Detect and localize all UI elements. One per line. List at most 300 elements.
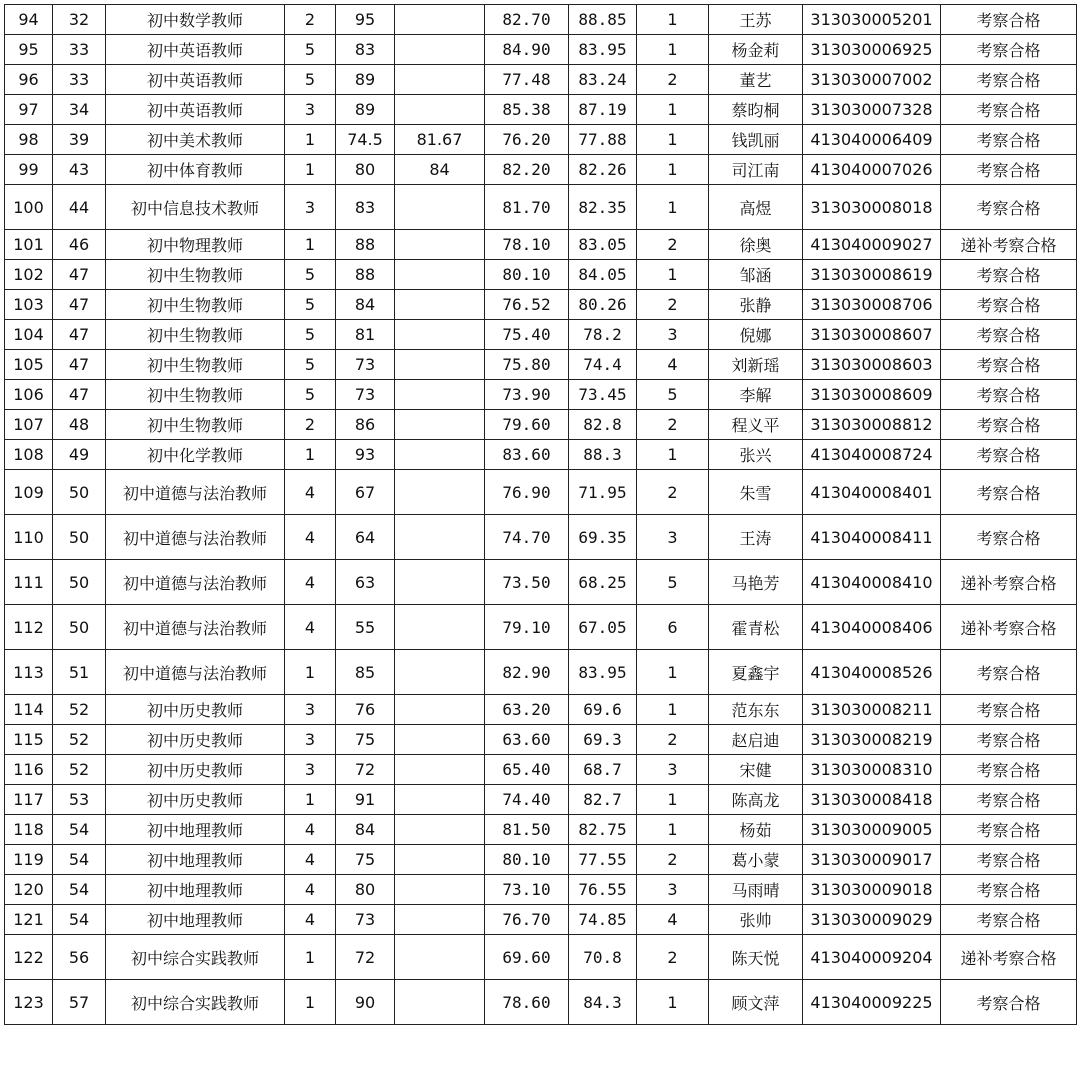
- row-no-cell: 122: [5, 935, 53, 980]
- rank-cell: 2: [637, 290, 709, 320]
- interview-score-cell: 78.10: [485, 230, 569, 260]
- interview-score-cell: 73.10: [485, 875, 569, 905]
- post-code-cell: 47: [53, 350, 106, 380]
- written-score-cell: 90: [336, 980, 395, 1025]
- extra-score-cell: [395, 725, 485, 755]
- candidate-name-cell: 邹涵: [709, 260, 803, 290]
- written-score-cell: 80: [336, 155, 395, 185]
- written-score-cell: 73: [336, 350, 395, 380]
- rank-cell: 1: [637, 440, 709, 470]
- extra-score-cell: [395, 905, 485, 935]
- row-no-cell: 112: [5, 605, 53, 650]
- results-table: [4, 4, 1077, 1025]
- row-no-cell: 96: [5, 65, 53, 95]
- written-score-cell: 88: [336, 260, 395, 290]
- interview-score-cell: 80.10: [485, 260, 569, 290]
- interview-score-cell: 78.60: [485, 980, 569, 1025]
- extra-score-cell: [395, 785, 485, 815]
- rank-cell: 1: [637, 815, 709, 845]
- total-score-cell: 83.95: [569, 35, 637, 65]
- rank-cell: 1: [637, 785, 709, 815]
- extra-score-cell: [395, 350, 485, 380]
- interview-score-cell: 65.40: [485, 755, 569, 785]
- hire-count-cell: 1: [285, 155, 336, 185]
- ticket-number-cell: 413040007026: [803, 155, 941, 185]
- ticket-number-cell: 313030008603: [803, 350, 941, 380]
- inspection-result-cell: 考察合格: [941, 35, 1077, 65]
- position-name-cell: 初中信息技术教师: [106, 185, 285, 230]
- ticket-number-cell: 313030008310: [803, 755, 941, 785]
- written-score-cell: 73: [336, 905, 395, 935]
- row-no-cell: 102: [5, 260, 53, 290]
- row-no-cell: 107: [5, 410, 53, 440]
- row-no-cell: 110: [5, 515, 53, 560]
- candidate-name-cell: 张静: [709, 290, 803, 320]
- row-no-cell: 108: [5, 440, 53, 470]
- post-code-cell: 33: [53, 35, 106, 65]
- rank-cell: 1: [637, 155, 709, 185]
- interview-score-cell: 84.90: [485, 35, 569, 65]
- inspection-result-cell: 考察合格: [941, 695, 1077, 725]
- inspection-result-cell: 递补考察合格: [941, 560, 1077, 605]
- ticket-number-cell: 413040009204: [803, 935, 941, 980]
- written-score-cell: 89: [336, 65, 395, 95]
- hire-count-cell: 5: [285, 260, 336, 290]
- inspection-result-cell: 考察合格: [941, 470, 1077, 515]
- position-name-cell: 初中物理教师: [106, 230, 285, 260]
- written-score-cell: 83: [336, 185, 395, 230]
- ticket-number-cell: 313030008619: [803, 260, 941, 290]
- candidate-name-cell: 宋健: [709, 755, 803, 785]
- written-score-cell: 83: [336, 35, 395, 65]
- total-score-cell: 67.05: [569, 605, 637, 650]
- hire-count-cell: 5: [285, 65, 336, 95]
- post-code-cell: 32: [53, 5, 106, 35]
- rank-cell: 4: [637, 905, 709, 935]
- candidate-name-cell: 刘新瑶: [709, 350, 803, 380]
- position-name-cell: 初中道德与法治教师: [106, 605, 285, 650]
- written-score-cell: 64: [336, 515, 395, 560]
- post-code-cell: 50: [53, 470, 106, 515]
- table-row: [5, 515, 1077, 560]
- row-no-cell: 123: [5, 980, 53, 1025]
- table-row: [5, 755, 1077, 785]
- position-name-cell: 初中道德与法治教师: [106, 515, 285, 560]
- interview-score-cell: 74.70: [485, 515, 569, 560]
- total-score-cell: 83.24: [569, 65, 637, 95]
- ticket-number-cell: 313030008418: [803, 785, 941, 815]
- table-row: [5, 905, 1077, 935]
- row-no-cell: 113: [5, 650, 53, 695]
- candidate-name-cell: 霍青松: [709, 605, 803, 650]
- row-no-cell: 99: [5, 155, 53, 185]
- table-row: [5, 845, 1077, 875]
- candidate-name-cell: 倪娜: [709, 320, 803, 350]
- candidate-name-cell: 夏鑫宇: [709, 650, 803, 695]
- hire-count-cell: 4: [285, 515, 336, 560]
- interview-score-cell: 77.48: [485, 65, 569, 95]
- hire-count-cell: 1: [285, 230, 336, 260]
- position-name-cell: 初中综合实践教师: [106, 935, 285, 980]
- written-score-cell: 75: [336, 725, 395, 755]
- table-row: [5, 440, 1077, 470]
- rank-cell: 5: [637, 560, 709, 605]
- total-score-cell: 82.35: [569, 185, 637, 230]
- position-name-cell: 初中生物教师: [106, 350, 285, 380]
- post-code-cell: 50: [53, 515, 106, 560]
- written-score-cell: 75: [336, 845, 395, 875]
- rank-cell: 2: [637, 845, 709, 875]
- inspection-result-cell: 考察合格: [941, 785, 1077, 815]
- hire-count-cell: 4: [285, 875, 336, 905]
- extra-score-cell: [395, 35, 485, 65]
- table-row: [5, 290, 1077, 320]
- post-code-cell: 47: [53, 290, 106, 320]
- rank-cell: 3: [637, 755, 709, 785]
- total-score-cell: 77.55: [569, 845, 637, 875]
- ticket-number-cell: 413040009225: [803, 980, 941, 1025]
- total-score-cell: 83.05: [569, 230, 637, 260]
- extra-score-cell: [395, 650, 485, 695]
- candidate-name-cell: 赵启迪: [709, 725, 803, 755]
- post-code-cell: 54: [53, 875, 106, 905]
- post-code-cell: 54: [53, 815, 106, 845]
- post-code-cell: 52: [53, 695, 106, 725]
- extra-score-cell: [395, 230, 485, 260]
- candidate-name-cell: 司江南: [709, 155, 803, 185]
- table-row: [5, 185, 1077, 230]
- total-score-cell: 84.05: [569, 260, 637, 290]
- ticket-number-cell: 313030005201: [803, 5, 941, 35]
- position-name-cell: 初中生物教师: [106, 260, 285, 290]
- total-score-cell: 84.3: [569, 980, 637, 1025]
- position-name-cell: 初中历史教师: [106, 695, 285, 725]
- post-code-cell: 52: [53, 755, 106, 785]
- rank-cell: 1: [637, 185, 709, 230]
- post-code-cell: 54: [53, 905, 106, 935]
- row-no-cell: 97: [5, 95, 53, 125]
- inspection-result-cell: 考察合格: [941, 290, 1077, 320]
- row-no-cell: 100: [5, 185, 53, 230]
- rank-cell: 1: [637, 5, 709, 35]
- ticket-number-cell: 413040008410: [803, 560, 941, 605]
- written-score-cell: 93: [336, 440, 395, 470]
- candidate-name-cell: 高煜: [709, 185, 803, 230]
- rank-cell: 1: [637, 35, 709, 65]
- table-row: [5, 725, 1077, 755]
- inspection-result-cell: 考察合格: [941, 875, 1077, 905]
- ticket-number-cell: 413040008724: [803, 440, 941, 470]
- rank-cell: 1: [637, 695, 709, 725]
- position-name-cell: 初中生物教师: [106, 320, 285, 350]
- post-code-cell: 47: [53, 320, 106, 350]
- rank-cell: 2: [637, 410, 709, 440]
- table-row: [5, 650, 1077, 695]
- post-code-cell: 50: [53, 605, 106, 650]
- inspection-result-cell: 考察合格: [941, 185, 1077, 230]
- position-name-cell: 初中地理教师: [106, 875, 285, 905]
- inspection-result-cell: 考察合格: [941, 650, 1077, 695]
- candidate-name-cell: 董艺: [709, 65, 803, 95]
- hire-count-cell: 1: [285, 650, 336, 695]
- ticket-number-cell: 413040008526: [803, 650, 941, 695]
- table-row: [5, 5, 1077, 35]
- table-row: [5, 65, 1077, 95]
- ticket-number-cell: 413040008406: [803, 605, 941, 650]
- candidate-name-cell: 范东东: [709, 695, 803, 725]
- ticket-number-cell: 313030007002: [803, 65, 941, 95]
- interview-score-cell: 69.60: [485, 935, 569, 980]
- extra-score-cell: [395, 815, 485, 845]
- hire-count-cell: 4: [285, 815, 336, 845]
- inspection-result-cell: 考察合格: [941, 380, 1077, 410]
- extra-score-cell: [395, 980, 485, 1025]
- total-score-cell: 88.85: [569, 5, 637, 35]
- post-code-cell: 44: [53, 185, 106, 230]
- candidate-name-cell: 杨茹: [709, 815, 803, 845]
- rank-cell: 2: [637, 935, 709, 980]
- total-score-cell: 70.8: [569, 935, 637, 980]
- extra-score-cell: [395, 875, 485, 905]
- total-score-cell: 87.19: [569, 95, 637, 125]
- candidate-name-cell: 王苏: [709, 5, 803, 35]
- position-name-cell: 初中道德与法治教师: [106, 650, 285, 695]
- hire-count-cell: 1: [285, 125, 336, 155]
- post-code-cell: 34: [53, 95, 106, 125]
- ticket-number-cell: 313030008607: [803, 320, 941, 350]
- rank-cell: 6: [637, 605, 709, 650]
- inspection-result-cell: 考察合格: [941, 845, 1077, 875]
- ticket-number-cell: 313030009017: [803, 845, 941, 875]
- row-no-cell: 111: [5, 560, 53, 605]
- interview-score-cell: 73.90: [485, 380, 569, 410]
- written-score-cell: 88: [336, 230, 395, 260]
- table-row: [5, 350, 1077, 380]
- interview-score-cell: 63.60: [485, 725, 569, 755]
- extra-score-cell: [395, 695, 485, 725]
- post-code-cell: 51: [53, 650, 106, 695]
- ticket-number-cell: 313030008211: [803, 695, 941, 725]
- position-name-cell: 初中生物教师: [106, 410, 285, 440]
- inspection-result-cell: 考察合格: [941, 125, 1077, 155]
- hire-count-cell: 2: [285, 5, 336, 35]
- row-no-cell: 118: [5, 815, 53, 845]
- interview-score-cell: 75.80: [485, 350, 569, 380]
- interview-score-cell: 73.50: [485, 560, 569, 605]
- post-code-cell: 49: [53, 440, 106, 470]
- hire-count-cell: 3: [285, 755, 336, 785]
- table-row: [5, 125, 1077, 155]
- inspection-result-cell: 考察合格: [941, 320, 1077, 350]
- row-no-cell: 95: [5, 35, 53, 65]
- extra-score-cell: [395, 5, 485, 35]
- candidate-name-cell: 张兴: [709, 440, 803, 470]
- extra-score-cell: [395, 515, 485, 560]
- interview-score-cell: 85.38: [485, 95, 569, 125]
- inspection-result-cell: 考察合格: [941, 980, 1077, 1025]
- position-name-cell: 初中英语教师: [106, 65, 285, 95]
- table-row: [5, 155, 1077, 185]
- row-no-cell: 120: [5, 875, 53, 905]
- position-name-cell: 初中英语教师: [106, 35, 285, 65]
- total-score-cell: 77.88: [569, 125, 637, 155]
- extra-score-cell: [395, 380, 485, 410]
- candidate-name-cell: 马艳芳: [709, 560, 803, 605]
- ticket-number-cell: 313030008706: [803, 290, 941, 320]
- written-score-cell: 84: [336, 815, 395, 845]
- candidate-name-cell: 张帅: [709, 905, 803, 935]
- written-score-cell: 86: [336, 410, 395, 440]
- total-score-cell: 83.95: [569, 650, 637, 695]
- rank-cell: 2: [637, 65, 709, 95]
- row-no-cell: 94: [5, 5, 53, 35]
- rank-cell: 1: [637, 650, 709, 695]
- candidate-name-cell: 徐奥: [709, 230, 803, 260]
- total-score-cell: 82.8: [569, 410, 637, 440]
- rank-cell: 3: [637, 875, 709, 905]
- post-code-cell: 50: [53, 560, 106, 605]
- interview-score-cell: 82.20: [485, 155, 569, 185]
- candidate-name-cell: 李解: [709, 380, 803, 410]
- extra-score-cell: [395, 410, 485, 440]
- hire-count-cell: 2: [285, 410, 336, 440]
- extra-score-cell: [395, 440, 485, 470]
- inspection-result-cell: 递补考察合格: [941, 605, 1077, 650]
- row-no-cell: 116: [5, 755, 53, 785]
- position-name-cell: 初中生物教师: [106, 290, 285, 320]
- ticket-number-cell: 313030007328: [803, 95, 941, 125]
- hire-count-cell: 5: [285, 380, 336, 410]
- row-no-cell: 114: [5, 695, 53, 725]
- written-score-cell: 80: [336, 875, 395, 905]
- total-score-cell: 82.75: [569, 815, 637, 845]
- interview-score-cell: 75.40: [485, 320, 569, 350]
- post-code-cell: 48: [53, 410, 106, 440]
- interview-score-cell: 76.20: [485, 125, 569, 155]
- inspection-result-cell: 考察合格: [941, 905, 1077, 935]
- written-score-cell: 73: [336, 380, 395, 410]
- extra-score-cell: 84: [395, 155, 485, 185]
- interview-score-cell: 81.50: [485, 815, 569, 845]
- table-row: [5, 980, 1077, 1025]
- post-code-cell: 47: [53, 260, 106, 290]
- position-name-cell: 初中历史教师: [106, 755, 285, 785]
- hire-count-cell: 4: [285, 905, 336, 935]
- table-row: [5, 260, 1077, 290]
- table-body: [5, 5, 1077, 1025]
- position-name-cell: 初中生物教师: [106, 380, 285, 410]
- row-no-cell: 109: [5, 470, 53, 515]
- written-score-cell: 76: [336, 695, 395, 725]
- row-no-cell: 119: [5, 845, 53, 875]
- post-code-cell: 39: [53, 125, 106, 155]
- written-score-cell: 85: [336, 650, 395, 695]
- total-score-cell: 69.35: [569, 515, 637, 560]
- table-row: [5, 875, 1077, 905]
- extra-score-cell: [395, 290, 485, 320]
- total-score-cell: 74.85: [569, 905, 637, 935]
- rank-cell: 3: [637, 515, 709, 560]
- post-code-cell: 47: [53, 380, 106, 410]
- position-name-cell: 初中道德与法治教师: [106, 560, 285, 605]
- rank-cell: 2: [637, 230, 709, 260]
- total-score-cell: 73.45: [569, 380, 637, 410]
- written-score-cell: 55: [336, 605, 395, 650]
- total-score-cell: 69.3: [569, 725, 637, 755]
- interview-score-cell: 79.60: [485, 410, 569, 440]
- position-name-cell: 初中历史教师: [106, 725, 285, 755]
- row-no-cell: 104: [5, 320, 53, 350]
- ticket-number-cell: 313030009029: [803, 905, 941, 935]
- total-score-cell: 68.25: [569, 560, 637, 605]
- ticket-number-cell: 313030009005: [803, 815, 941, 845]
- table-row: [5, 560, 1077, 605]
- post-code-cell: 56: [53, 935, 106, 980]
- position-name-cell: 初中美术教师: [106, 125, 285, 155]
- position-name-cell: 初中数学教师: [106, 5, 285, 35]
- candidate-name-cell: 杨金莉: [709, 35, 803, 65]
- hire-count-cell: 5: [285, 350, 336, 380]
- ticket-number-cell: 313030008609: [803, 380, 941, 410]
- interview-score-cell: 80.10: [485, 845, 569, 875]
- rank-cell: 5: [637, 380, 709, 410]
- written-score-cell: 84: [336, 290, 395, 320]
- extra-score-cell: [395, 470, 485, 515]
- rank-cell: 1: [637, 95, 709, 125]
- row-no-cell: 101: [5, 230, 53, 260]
- row-no-cell: 115: [5, 725, 53, 755]
- inspection-result-cell: 递补考察合格: [941, 935, 1077, 980]
- post-code-cell: 53: [53, 785, 106, 815]
- rank-cell: 1: [637, 125, 709, 155]
- ticket-number-cell: 413040008411: [803, 515, 941, 560]
- table-row: [5, 935, 1077, 980]
- interview-score-cell: 82.90: [485, 650, 569, 695]
- post-code-cell: 46: [53, 230, 106, 260]
- ticket-number-cell: 413040008401: [803, 470, 941, 515]
- ticket-number-cell: 313030008219: [803, 725, 941, 755]
- extra-score-cell: [395, 755, 485, 785]
- candidate-name-cell: 陈天悦: [709, 935, 803, 980]
- candidate-name-cell: 朱雪: [709, 470, 803, 515]
- table-row: [5, 815, 1077, 845]
- rank-cell: 1: [637, 980, 709, 1025]
- inspection-result-cell: 考察合格: [941, 725, 1077, 755]
- hire-count-cell: 5: [285, 320, 336, 350]
- inspection-result-cell: 考察合格: [941, 410, 1077, 440]
- table-row: [5, 470, 1077, 515]
- candidate-name-cell: 王涛: [709, 515, 803, 560]
- inspection-result-cell: 考察合格: [941, 755, 1077, 785]
- hire-count-cell: 1: [285, 980, 336, 1025]
- total-score-cell: 71.95: [569, 470, 637, 515]
- extra-score-cell: [395, 185, 485, 230]
- hire-count-cell: 3: [285, 185, 336, 230]
- total-score-cell: 69.6: [569, 695, 637, 725]
- hire-count-cell: 3: [285, 95, 336, 125]
- table-row: [5, 95, 1077, 125]
- ticket-number-cell: 413040006409: [803, 125, 941, 155]
- ticket-number-cell: 313030006925: [803, 35, 941, 65]
- total-score-cell: 68.7: [569, 755, 637, 785]
- hire-count-cell: 5: [285, 290, 336, 320]
- post-code-cell: 33: [53, 65, 106, 95]
- inspection-result-cell: 考察合格: [941, 260, 1077, 290]
- candidate-name-cell: 程义平: [709, 410, 803, 440]
- interview-score-cell: 79.10: [485, 605, 569, 650]
- table-row: [5, 695, 1077, 725]
- total-score-cell: 88.3: [569, 440, 637, 470]
